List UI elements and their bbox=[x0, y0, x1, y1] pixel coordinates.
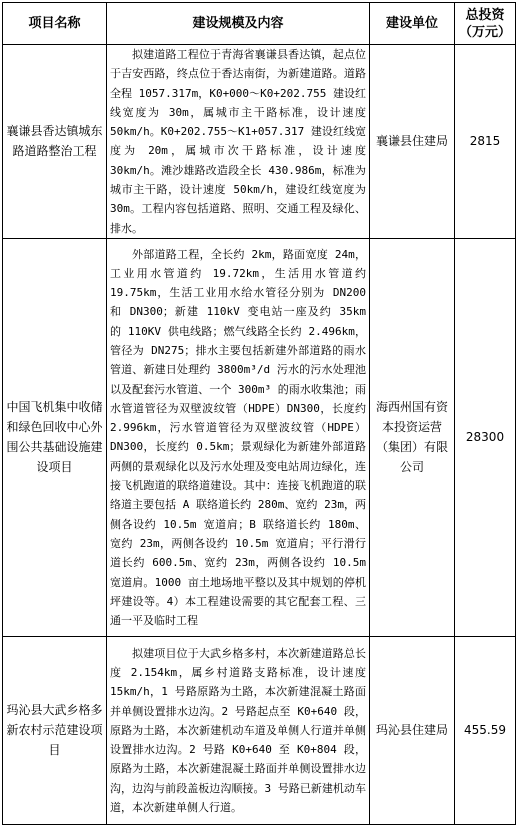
table-row bbox=[3, 238, 516, 636]
project-name-cell: 襄谦县香达镇城东路道路整治工程 bbox=[3, 45, 107, 239]
table-row bbox=[3, 45, 516, 239]
builder-cell: 玛沁县住建局 bbox=[370, 636, 455, 824]
header-project-name: 项目名称 bbox=[3, 3, 107, 45]
investment-cell: 2815 bbox=[455, 45, 516, 239]
investment-cell: 28300 bbox=[455, 238, 516, 636]
project-content-cell: 拟建道路工程位于青海省襄谦县香达镇，起点位于吉安西路，终点位于香达南街，为新建道路。道路全程 1057.317m，K0+000～K0+202.755 建设红线宽度为 30m，属城市主干路标准，设计速度 50km/h。K0+202.755～K1+057.317 建设红线宽度为 20m，属城市次干路标准，设计速度 30km/h。滩沙雄路改造段全长 430.986m，标准为城市主干路，设计速度 50km/h，建设红线宽度为 30m。工程内容包括道路、照明、交通工程及绿化、排水。 bbox=[107, 45, 370, 239]
project-name-cell: 玛沁县大武乡格多新农村示范建设项目 bbox=[3, 636, 107, 824]
project-content-cell: 外部道路工程，全长约 2km，路面宽度 24m，工业用水管道约 19.72km，生活用水管道约 19.75km，生活工业用水给水管径分别为 DN200 和 DN300；新建 110kV 变电站一座及约 35km 的 110KV 供电线路；燃气线路全长约 2.496km，管径为 DN275；排水主要包括新建外部道路的雨水管道、新建日处理约 3800m³/d 污水的污水处理池以及配套污水管道、一个 300m³ 的雨水收集池；雨水管道管径为双壁波纹管（HDPE）DN300，长度约 2.996km，污水管道管径为双壁波纹管（HDPE）DN300，长度约 0.5km；景观绿化为新建外部道路两侧的景观绿化以及污水处理及变电站周边绿化，连接飞机跑道的联络道建设。其中：连接飞机跑道的联络道主要包括 A 联络道长约 280m、宽约 23m，两侧各设约 10.5m 宽道肩；B 联络道长约 180m、宽约 23m，两侧各设约 10.5m 宽道肩；平行滑行道长约 600.5m、宽约 23m，两侧各设约 10.5m 宽道肩。1000 亩土地场地平整以及其中规划的停机坪建设等。4）本工程建设需要的其它配套工程、三通一平及临时工程 bbox=[107, 238, 370, 636]
project-name-cell: 中国飞机集中收储和绿色回收中心外围公共基础设施建设项目 bbox=[3, 238, 107, 636]
project-table bbox=[2, 2, 516, 825]
table-row bbox=[3, 636, 516, 824]
header-total-investment: 总投资（万元） bbox=[455, 3, 516, 45]
project-content-cell: 拟建项目位于大武乡格多村，本次新建道路总长度 2.154km，属乡村道路支路标准，设计速度 15km/h，1 号路原路为土路，本次新建混凝土路面并单侧设置排水边沟。2 号路起点至 K0+640 段，原路为土路，本次新建机动车道及单侧人行道并单侧设置排水边沟。2 号路 K0+640 至 K0+804 段，原路为土路，本次新建混凝土路面并单侧设置排水边沟，边沟与前段盖板边沟顺接。3 号路已新建机动车道，本次新建单侧人行道。 bbox=[107, 636, 370, 824]
header-builder: 建设单位 bbox=[370, 3, 455, 45]
builder-cell: 襄谦县住建局 bbox=[370, 45, 455, 239]
builder-cell: 海西州国有资本投资运营（集团）有限公司 bbox=[370, 238, 455, 636]
header-scale-content: 建设规模及内容 bbox=[107, 3, 370, 45]
header-row bbox=[3, 3, 516, 45]
investment-cell: 455.59 bbox=[455, 636, 516, 824]
